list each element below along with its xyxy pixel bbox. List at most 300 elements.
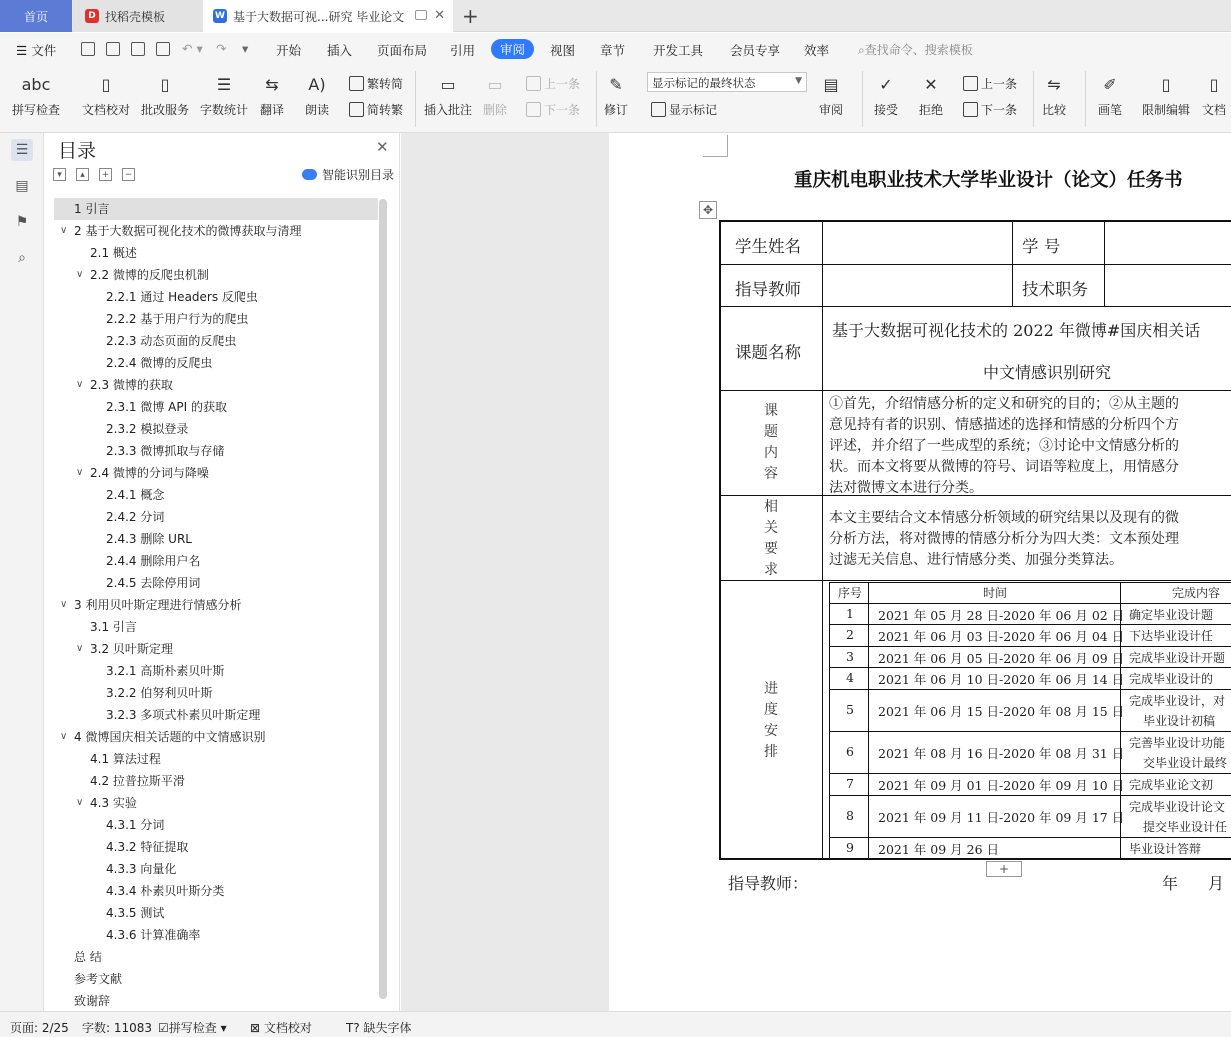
sched-header-task: 完成内容 [1172,586,1221,600]
menu-view[interactable]: 视图 [550,43,576,58]
ribbon-separator [862,71,863,127]
schedule-row-line [829,837,1231,838]
pen-icon: ✐ [1103,74,1117,94]
next-change-label: 下一条 [981,103,1018,117]
insert-comment-label: 插入批注 [424,103,473,117]
table-grid [1012,222,1013,306]
file-menu-label: 文件 [31,43,57,58]
sched-row-time: 2021 年 09 月 11 日-2020 年 09 月 17 日 [878,810,1125,825]
chapter-nav-icon[interactable]: ▤ [15,178,29,194]
schedule-row-line [829,667,1231,668]
word-count-label: 字数统计 [200,103,249,117]
toc-item-label: 2.1 概述 [90,246,137,260]
sched-row-task: 完成毕业设计论文 [1129,800,1226,814]
print-icon[interactable] [131,42,145,56]
sched-row-task: 完成毕业设计开题 [1129,650,1226,665]
tab-document-label: 基于大数据可视...研究 毕业论文 [233,9,405,24]
markup-state-select[interactable] [647,72,807,92]
toc-item[interactable] [54,528,378,550]
file-menu[interactable]: ☰ 文件 [16,43,57,58]
close-panel-icon[interactable]: ✕ [376,138,389,156]
check-icon: ☑ [158,1021,169,1035]
toc-item[interactable] [54,748,378,770]
toc-item[interactable] [54,396,378,418]
toc-item[interactable] [54,638,378,660]
toc-item[interactable] [54,682,378,704]
table-grid [1104,222,1105,306]
topic-line-1: 基于大数据可视化技术的 2022 年微博#国庆相关话 [832,321,1201,340]
menu-review[interactable]: 审阅 [491,39,534,59]
toc-item[interactable] [54,726,378,748]
toc-item-label: 2.3.3 微博抓取与存储 [106,444,225,458]
spellcheck-label: 拼写检查 [12,103,61,117]
trad-to-simp-icon [349,76,364,91]
status-doccheck-label: 文档校对 [263,1021,312,1035]
page-margin-marker [703,135,728,157]
font-icon: T? [346,1021,360,1035]
footer-advisor: 指导教师： [728,874,809,893]
reject-button[interactable] [918,71,944,118]
doc-check-button[interactable] [82,71,130,118]
content-line: 法对微博文本进行分类。 [829,480,983,496]
student-id-label: 学 号 [1022,237,1061,256]
requirement-line: 本文主要结合文本情感分析领域的研究结果以及现有的微 [829,510,1179,526]
schedule-row-line [829,646,1231,647]
schedule-label [761,679,781,763]
chevron-down-icon[interactable]: ∨ [76,379,84,390]
table-grid [721,264,1231,265]
toc-item-label: 2.2.1 通过 Headers 反爬虫 [106,290,258,304]
toc-item[interactable] [54,924,378,946]
menu-reference[interactable]: 引用 [450,43,476,58]
topic-label: 课题名称 [735,343,801,362]
toc-item[interactable] [54,374,378,396]
toc-item-label: 2.4.4 删除用户名 [106,554,201,568]
toc-scroll-thumb[interactable] [379,199,387,999]
show-markup-button[interactable] [651,101,717,118]
content-line: ①首先，介绍情感分析的定义和研究的目的；②从主题的 [829,396,1179,412]
close-tab-icon[interactable]: ✕ [434,8,445,23]
toc-item[interactable] [54,770,378,792]
table-border [719,858,1231,860]
doc-check-icon: ▯ [101,74,111,94]
tab-template[interactable] [73,0,202,32]
requirement-label [761,497,781,581]
schedule-row-line [829,773,1231,774]
word-count-indicator[interactable]: 字数: 11083 [82,1021,153,1035]
sched-row-time: 2021 年 09 月 26 日 [878,841,999,857]
delete-comment-label: 删除 [482,103,507,117]
accept-label: 接受 [873,103,898,117]
sched-row-no: 2 [846,627,854,642]
schedule-row-line [829,689,1231,690]
tab-template-label: 找稻壳模板 [105,9,166,24]
search-icon[interactable]: ⌕ [18,250,26,266]
requirement-line: 过滤无关信息、进行情感分类、加强分类算法。 [829,552,1123,568]
restrict-edit-button[interactable] [1142,71,1190,118]
sched-row-task: 毕业设计答辩 [1129,841,1202,856]
toc-item[interactable] [54,902,378,924]
pen-label: 画笔 [1097,103,1122,117]
prev-comment-label: 上一条 [544,77,581,91]
show-markup-icon [651,102,666,117]
expand-all-icon[interactable]: ▴ [76,168,89,181]
toc-item-label: 4.2 拉普拉斯平滑 [90,774,185,788]
advisor-label: 指导教师 [735,280,801,299]
export-pdf-icon[interactable] [106,42,120,56]
missing-font-label: 缺失字体 [363,1021,412,1035]
schedule-row-line [829,795,1231,796]
tab-bar [0,0,1231,32]
requirement-line: 分析方法，将对微博的情感分析分为四大类：文本预处理 [829,531,1179,547]
menu-start[interactable]: 开始 [276,43,302,58]
schedule-label-char: 度 [764,702,778,718]
prev-change-button[interactable] [963,75,1017,92]
toc-item-label: 4 微博国庆相关话题的中文情感识别 [74,730,266,744]
toc-item-label: 2.4.3 删除 URL [106,532,192,546]
reject-icon: ✕ [924,74,938,94]
table-border [719,220,1231,222]
word-count-button[interactable] [200,71,248,118]
toc-item-label: 4.3 实验 [90,796,137,810]
delete-comment-button[interactable] [482,71,508,118]
sched-row-task: 完善毕业设计功能 [1129,736,1226,750]
student-name-label: 学生姓名 [735,237,801,256]
toc-item-label: 2 基于大数据可视化技术的微博获取与清理 [74,224,302,238]
add-row-button[interactable]: + [986,861,1022,877]
table-move-handle-icon[interactable]: ✥ [699,201,717,219]
sched-row-time: 2021 年 06 月 03 日-2020 年 06 月 04 日 [878,629,1125,644]
doccheck-icon: ⊠ [250,1021,261,1035]
compare-label: 比较 [1041,103,1066,117]
sched-row-time: 2021 年 06 月 10 日-2020 年 06 月 14 日 [878,672,1125,687]
toc-item[interactable] [54,836,378,858]
review-ribbon [0,65,1231,133]
toc-item[interactable] [54,506,378,528]
new-tab-icon[interactable]: + [462,4,479,28]
next-comment-button[interactable] [526,101,580,118]
toc-item-label: 2.2.4 微博的反爬虫 [106,356,213,370]
toc-panel-icon[interactable]: ☰ [11,139,33,161]
prev-comment-button[interactable] [526,75,580,92]
toc-item-label: 参考文献 [74,972,123,986]
toc-item-label: 2.2.2 基于用户行为的爬虫 [106,312,249,326]
restrict-edit-label: 限制编辑 [1142,103,1191,117]
sched-row-time: 2021 年 09 月 01 日-2020 年 09 月 10 日 [878,778,1125,793]
sched-row-no: 1 [846,605,854,621]
window-pin-icon[interactable] [415,10,427,20]
search-placeholder: 查找命令、搜索模板 [864,43,973,57]
quick-access-more-icon[interactable]: ▾ [242,41,249,56]
translate-icon: ⇆ [265,74,279,94]
sched-row-no: 8 [846,808,854,823]
toc-item-label: 2.4.1 概念 [106,488,165,502]
sched-row-task: 毕业设计初稿 [1143,714,1216,728]
toc-scrollbar[interactable] [379,199,387,999]
toc-item-label: 1 引言 [74,202,110,216]
smart-toc-button[interactable] [302,166,394,183]
docer-icon: D [85,9,99,23]
schedule-label-char: 排 [764,744,778,760]
schedule-row-line [829,731,1231,732]
insert-comment-icon: ▭ [440,74,456,94]
lock-icon: ▯ [1161,74,1171,94]
batch-service-button[interactable] [141,71,189,118]
footer-year: 年 [1162,874,1179,893]
menu-layout[interactable]: 页面布局 [377,43,428,58]
ribbon-separator [1033,71,1034,127]
toc-item-label: 2.2 微博的反爬虫机制 [90,268,209,282]
word-count-icon: ☰ [216,74,232,94]
sched-header-no: 序号 [838,586,863,600]
doc-permission-button[interactable] [1201,71,1227,118]
chevron-down-icon[interactable]: ∨ [60,599,68,610]
content-label-char: 题 [764,424,778,440]
tab-home-label: 首页 [23,9,48,24]
sched-row-no: 6 [846,744,854,759]
smart-toc-label: 智能识别目录 [322,168,395,182]
toc-item-label: 2.3.1 微博 API 的获取 [106,400,227,414]
sched-row-task: 交毕业设计最终 [1143,756,1228,770]
schedule-border [829,582,1231,583]
sched-row-no: 9 [846,839,854,855]
toc-item[interactable] [54,286,378,308]
sched-row-task: 完成毕业设计的 [1129,672,1214,686]
toc-item-label: 3.1 引言 [90,620,137,634]
req-label-char: 关 [764,520,778,536]
translate-button[interactable] [259,71,285,118]
accept-icon: ✓ [879,74,893,94]
next-change-icon [963,102,978,117]
sched-row-no: 3 [846,648,854,664]
trad-to-simp-button[interactable] [349,75,403,92]
toc-item-label: 3.2 贝叶斯定理 [90,642,173,656]
toc-item[interactable] [54,660,378,682]
toc-item[interactable] [54,880,378,902]
toc-item-label: 2.2.3 动态页面的反爬虫 [106,334,237,348]
schedule-label-char: 安 [764,723,778,739]
req-label-char: 要 [764,541,778,557]
toc-tools [53,168,135,181]
toc-item-label: 3 利用贝叶斯定理进行情感分析 [74,598,242,612]
sched-row-time: 2021 年 05 月 28 日-2020 年 06 月 02 日 [878,607,1125,623]
chevron-down-icon[interactable]: ∨ [76,269,84,280]
missing-font-indicator[interactable] [346,1019,412,1036]
track-changes-icon: ✎ [609,74,623,94]
toc-item-label: 4.1 算法过程 [90,752,161,766]
simp-to-trad-label: 简转繁 [367,103,404,117]
sched-row-no: 7 [846,776,854,791]
next-change-button[interactable] [963,101,1017,118]
save-icon[interactable] [81,42,95,56]
pen-button[interactable] [1097,71,1123,118]
toc-item[interactable] [54,484,378,506]
toc-list [54,198,378,1008]
read-aloud-label: 朗读 [304,103,329,117]
toc-item[interactable] [54,440,378,462]
chevron-down-icon[interactable]: ∨ [60,731,68,742]
prev-change-label: 上一条 [981,77,1018,91]
toc-item-label: 4.3.1 分词 [106,818,165,832]
toc-item-label: 3.2.3 多项式朴素贝叶斯定理 [106,708,261,722]
req-label-char: 求 [764,562,778,578]
toc-item[interactable] [54,704,378,726]
toc-item-label: 4.3.6 计算准确率 [106,928,201,942]
table-border [719,220,721,860]
toc-item-label: 总 结 [74,950,102,964]
table-grid [721,390,1231,391]
toc-item[interactable] [54,858,378,880]
menu-bar [0,33,1231,65]
status-spellcheck[interactable]: ☑拼写检查 ▾ [158,1021,227,1035]
review-pane-icon: ▤ [823,74,839,94]
toc-item[interactable] [54,418,378,440]
toc-item-label: 2.4.5 去除停用词 [106,576,201,590]
batch-service-icon: ▯ [160,74,170,94]
tech-title-label: 技术职务 [1022,280,1088,299]
doc-permission-label: 文档 [1201,103,1226,117]
menu-efficiency[interactable]: 效率 [804,43,830,58]
chevron-down-icon[interactable]: ∨ [60,225,68,236]
topic-line-2: 中文情感识别研究 [983,363,1112,382]
content-line: 状。而本文将要从微博的符号、词语等粒度上，用情感分 [829,459,1179,475]
toc-item[interactable] [54,594,378,616]
tab-document[interactable] [203,0,453,32]
toc-item[interactable] [54,616,378,638]
toc-item[interactable] [54,352,378,374]
menu-member[interactable]: 会员专享 [730,43,781,58]
toc-item[interactable] [54,220,378,242]
status-spellcheck-label: 拼写检查 [168,1021,217,1035]
toc-item[interactable] [54,792,378,814]
menu-chapter[interactable]: 章节 [600,43,626,58]
spellcheck-button[interactable] [12,71,60,118]
chevron-down-icon[interactable]: ∨ [76,797,84,808]
table-grid [822,222,823,858]
table-grid [721,580,1231,581]
footer-month: 月 [1208,874,1225,893]
toc-item[interactable] [54,814,378,836]
review-pane-label: 审阅 [818,103,843,117]
toc-item[interactable] [54,264,378,286]
sched-row-no: 4 [846,670,854,685]
content-label-char: 课 [764,403,778,419]
track-changes-button[interactable] [603,71,629,118]
toc-item[interactable] [54,308,378,330]
content-line: 意见持有者的识别、情感描述的选择和情感的分析四个方 [829,417,1179,433]
command-search[interactable] [858,41,973,58]
toc-item[interactable] [54,198,378,220]
smart-toc-icon [302,169,317,180]
prev-comment-icon [526,76,541,91]
reject-label: 拒绝 [918,103,943,117]
ribbon-separator [415,71,416,127]
toc-item[interactable] [54,242,378,264]
toc-item-label: 3.2.2 伯努利贝叶斯 [106,686,213,700]
spellcheck-icon: abc [21,74,51,94]
sched-row-task: 完成毕业设计，对 [1129,694,1226,708]
toc-item[interactable] [54,946,378,968]
delete-comment-icon: ▭ [487,74,503,94]
compare-button[interactable] [1041,71,1067,118]
menu-developer[interactable]: 开发工具 [653,43,704,58]
undo-icon[interactable]: ↶ ▾ [182,41,203,56]
page-indicator[interactable]: 页面: 2/25 [10,1021,69,1035]
remove-heading-icon[interactable]: − [122,168,135,181]
table-grid [721,306,1231,307]
toc-item[interactable] [54,990,378,1008]
toc-item-label: 致谢辞 [74,994,111,1008]
schedule-row-line [829,603,1231,604]
toc-panel [44,133,400,1011]
prev-change-icon [963,76,978,91]
bookmark-icon[interactable]: ⚑ [15,214,29,230]
sched-row-task: 提交毕业设计任 [1143,820,1228,834]
review-pane-button[interactable] [818,71,844,118]
collapse-all-icon[interactable]: ▾ [53,168,66,181]
search-icon: ⌕ [858,43,865,57]
toc-item-label: 4.3.2 特征提取 [106,840,189,854]
content-label-char: 内 [764,445,778,461]
markup-state-value: 显示标记的最终状态 [652,76,756,90]
chevron-down-icon[interactable]: ∨ [76,643,84,654]
content-label [761,401,781,485]
side-toolbar [0,133,44,1011]
toc-item[interactable] [54,330,378,352]
status-doccheck[interactable] [250,1019,312,1036]
menu-insert[interactable]: 插入 [327,43,353,58]
tab-home[interactable] [0,0,72,32]
toc-item-label: 3.2.1 高斯朴素贝叶斯 [106,664,225,678]
schedule-row-line [829,624,1231,625]
accept-button[interactable] [873,71,899,118]
ribbon-separator [596,71,597,127]
add-heading-icon[interactable]: + [99,168,112,181]
content-line: 评述，并介绍了一些成型的系统；③讨论中文情感分析的 [829,438,1179,454]
ribbon-separator [1085,71,1086,127]
toc-item-label: 4.3.4 朴素贝叶斯分类 [106,884,225,898]
trad-to-simp-label: 繁转简 [367,77,404,91]
content-label-char: 容 [764,466,778,482]
next-comment-label: 下一条 [544,103,581,117]
toc-item-label: 2.4 微博的分词与降噪 [90,466,209,480]
track-changes-label: 修订 [603,103,628,117]
sched-row-task: 确定毕业设计题 [1129,607,1214,622]
redo-icon[interactable]: ↷ [216,41,227,56]
toc-title: 目录 [58,140,97,162]
read-aloud-button[interactable] [304,71,330,118]
toc-item-label: 2.4.2 分词 [106,510,165,524]
insert-comment-button[interactable] [424,71,472,118]
chevron-down-icon[interactable]: ∨ [76,467,84,478]
toc-item[interactable] [54,968,378,990]
toc-item-label: 2.3 微博的获取 [90,378,173,392]
doc-check-label: 文档校对 [82,103,131,117]
toc-item[interactable] [54,572,378,594]
sched-row-time: 2021 年 06 月 05 日-2020 年 06 月 09 日 [878,650,1125,666]
simp-to-trad-button[interactable] [349,101,403,118]
batch-service-label: 批改服务 [141,103,190,117]
translate-label: 翻译 [259,103,284,117]
simp-to-trad-icon [349,102,364,117]
print-preview-icon[interactable] [156,42,170,56]
doc-permission-icon: ▯ [1209,74,1219,94]
status-bar [0,1011,1231,1037]
toc-item[interactable] [54,550,378,572]
compare-icon: ⇋ [1047,74,1061,94]
sched-row-task: 下达毕业设计任 [1129,629,1214,643]
toc-item[interactable] [54,462,378,484]
